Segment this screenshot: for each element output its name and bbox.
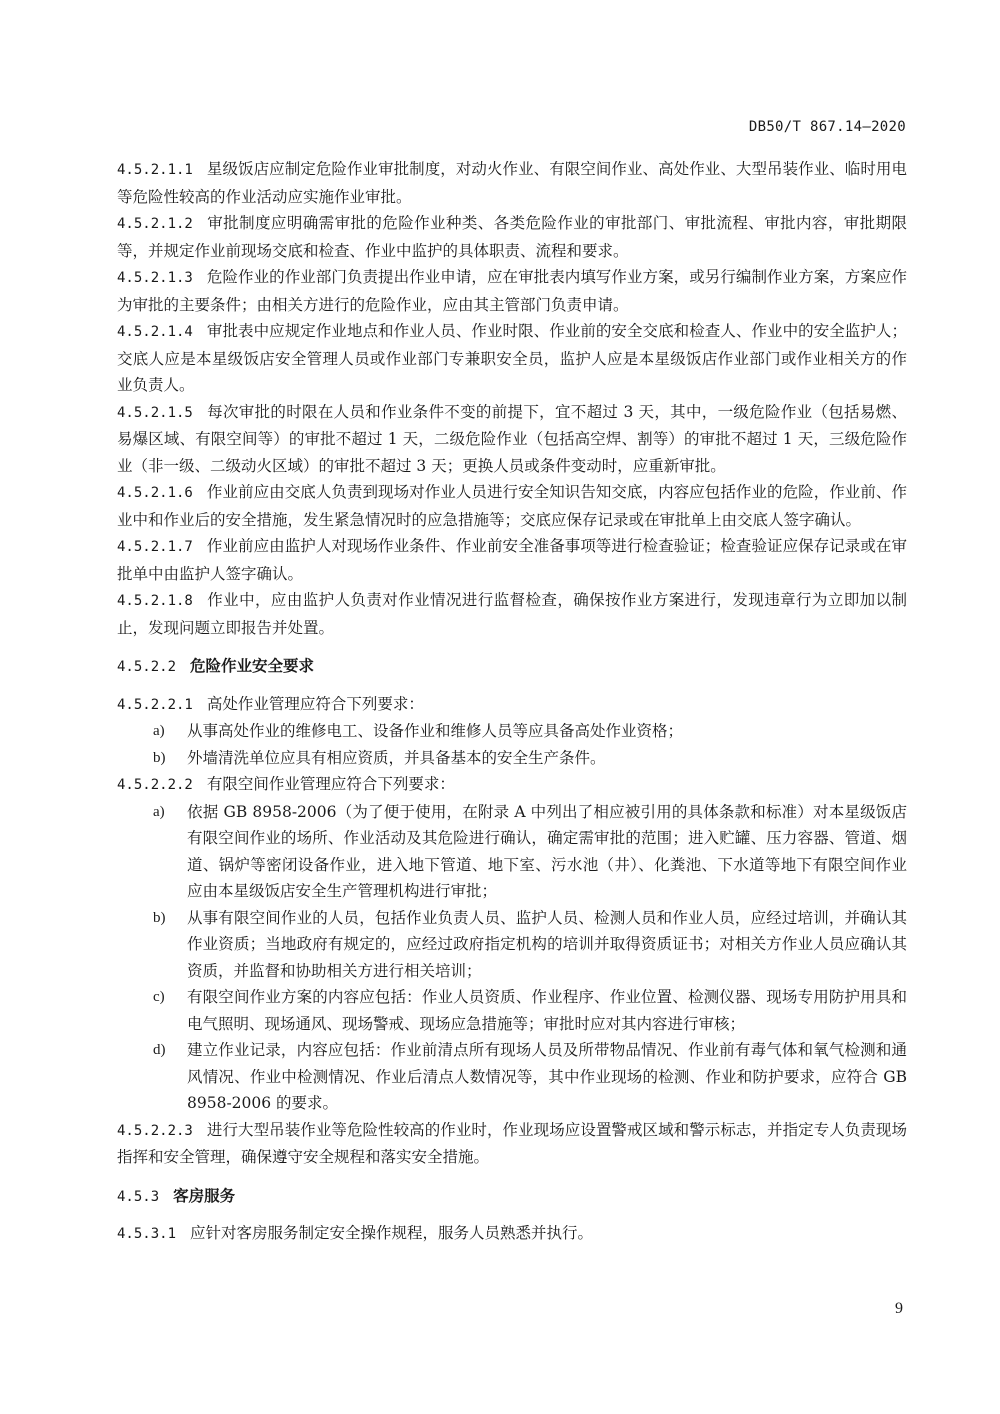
list-marker: b) <box>153 909 166 926</box>
clause-number: 4.5.2.1.1 <box>117 162 193 178</box>
clause-text: 审批表中应规定作业地点和作业人员、作业时限、作业前的安全交底和检查人、作业中的安全监护人；交底人应是本星级饭店安全管理人员或作业部门专兼职安全员，监护人应是本星级饭店作业部门或作业相关方的作业负责人。 <box>117 322 907 394</box>
clause-number: 4.5.2.1.7 <box>117 539 193 555</box>
clause-text: 作业前应由监护人对现场作业条件、作业前安全准备事项等进行检查验证；检查验证应保存记录或在审批单中由监护人签字确认。 <box>117 537 907 583</box>
clause-text: 应针对客房服务制定安全操作规程，服务人员熟悉并执行。 <box>190 1224 594 1242</box>
clause-text: 高处作业管理应符合下列要求： <box>206 694 424 713</box>
clause <box>117 156 907 210</box>
list-item <box>117 745 907 772</box>
clause <box>117 771 907 799</box>
list-item-text: 依据 GB 8958-2006（为了便于使用，在附录 A 中列出了相应被引用的具体条款和标准）对本星级饭店有限空间作业的场所、作业活动及其危险进行确认，确定需审批的范围；进入贮罐、压力容器、管道、烟道、锅炉等密闭设备作业，进入地下管道、地下室、污水池（井）、化粪池、下水道等地下有限空间作业应由本星级饭店安全生产管理机构进行审批； <box>187 802 907 900</box>
clause-number: 4.5.3.1 <box>117 1226 177 1242</box>
clause-number: 4.5.2.1.5 <box>117 404 193 421</box>
clause-text: 星级饭店应制定危险作业审批制度，对动火作业、有限空间作业、高处作业、大型吊装作业、临时用电等危险性较高的作业活动应实施作业审批。 <box>117 160 907 206</box>
list-item <box>117 799 907 905</box>
heading-title: 客房服务 <box>173 1186 236 1205</box>
clause-number: 4.5.2.1.3 <box>117 270 193 286</box>
list-marker: b) <box>153 749 166 766</box>
clause-number: 4.5.2.2.3 <box>117 1122 193 1139</box>
heading-number: 4.5.2.2 <box>117 659 177 675</box>
clause <box>117 533 907 587</box>
clause <box>117 210 907 264</box>
page-number: 9 <box>895 1300 903 1317</box>
clause <box>117 264 907 318</box>
clause-text: 进行大型吊装作业等危险性较高的作业时，作业现场应设置警戒区域和警示标志，并指定专人负责现场指挥和安全管理，确保遵守安全规程和落实安全措施。 <box>117 1120 907 1166</box>
clause-number: 4.5.2.1.8 <box>117 593 193 609</box>
list-marker: a) <box>153 723 165 739</box>
standard-code: DB50/T 867.14—2020 <box>748 119 906 135</box>
clause <box>117 318 907 399</box>
clause-text: 审批制度应明确需审批的危险作业种类、各类危险作业的审批部门、审批流程、审批内容，审批期限等，并规定作业前现场交底和检查、作业中监护的具体职责、流程和要求。 <box>117 214 907 260</box>
clause-number: 4.5.2.1.2 <box>117 216 193 232</box>
list-item-text: 建立作业记录，内容应包括：作业前清点所有现场人员及所带物品情况、作业前有毒气体和氧气检测和通风情况、作业中检测情况、作业后清点人数情况等，其中作业现场的检测、作业和防护要求，应符合 GB 8958-2006 的要求。 <box>187 1041 907 1112</box>
clause <box>117 1117 907 1171</box>
clause-number: 4.5.2.1.4 <box>117 324 193 340</box>
list-item-text: 有限空间作业方案的内容应包括：作业人员资质、作业程序、作业位置、检测仪器、现场专用防护用具和电气照明、现场通风、现场警戒、现场应急措施等；审批时应对其内容进行审核； <box>187 988 907 1033</box>
list-item <box>117 984 907 1037</box>
list-marker: a) <box>153 803 165 820</box>
clause-text: 危险作业的作业部门负责提出作业申请，应在审批表内填写作业方案，或另行编制作业方案，方案应作为审批的主要条件；由相关方进行的危险作业，应由其主管部门负责申请。 <box>117 268 907 314</box>
clause <box>117 691 907 719</box>
list-item <box>117 905 907 985</box>
clause <box>117 587 907 641</box>
clause-number: 4.5.2.1.6 <box>117 485 193 501</box>
heading-title: 危险作业安全要求 <box>190 657 315 675</box>
clause-number: 4.5.2.2.2 <box>117 777 193 793</box>
clause <box>117 1220 907 1248</box>
clause-text: 每次审批的时限在人员和作业条件不变的前提下，宜不超过 3 天，其中，一级危险作业（包括易燃、易爆区域、有限空间等）的审批不超过 1 天，二级危险作业（包括高空焊、割等）的审批不超过 1 天，三级危险作业（非一级、二级动火区域）的审批不超过 3 天；更换人员或条件变动时，应重新审批。 <box>117 402 907 475</box>
list-marker: c) <box>153 989 165 1005</box>
clause <box>117 399 907 480</box>
list-item-text: 从事高处作业的维修电工、设备作业和维修人员等应具备高处作业资格； <box>187 722 684 740</box>
list-item-text: 外墙清洗单位应具有相应资质，并具备基本的安全生产条件。 <box>187 748 606 767</box>
section-heading <box>117 653 907 681</box>
clause-text: 作业前应由交底人负责到现场对作业人员进行安全知识告知交底，内容应包括作业的危险，作业前、作业中和作业后的安全措施，发生紧急情况时的应急措施等；交底应保存记录或在审批单上由交底人签字确认。 <box>117 483 907 529</box>
clause-text: 有限空间作业管理应符合下列要求： <box>206 775 455 793</box>
list-item <box>117 718 907 745</box>
clause-number: 4.5.2.2.1 <box>117 696 193 713</box>
list-marker: d) <box>153 1042 166 1058</box>
document-body <box>117 156 907 1248</box>
clause <box>117 479 907 533</box>
list-item <box>117 1037 907 1117</box>
heading-number: 4.5.3 <box>117 1188 160 1205</box>
clause-text: 作业中，应由监护人负责对作业情况进行监督检查，确保按作业方案进行，发现违章行为立即加以制止，发现问题立即报告并处置。 <box>117 591 907 637</box>
section-heading <box>117 1183 907 1211</box>
list-item-text: 从事有限空间作业的人员，包括作业负责人员、监护人员、检测人员和作业人员，应经过培训，并确认其作业资质；当地政府有规定的，应经过政府指定机构的培训并取得资质证书；对相关方作业人员应确认其资质，并监督和协助相关方进行相关培训； <box>187 908 907 980</box>
